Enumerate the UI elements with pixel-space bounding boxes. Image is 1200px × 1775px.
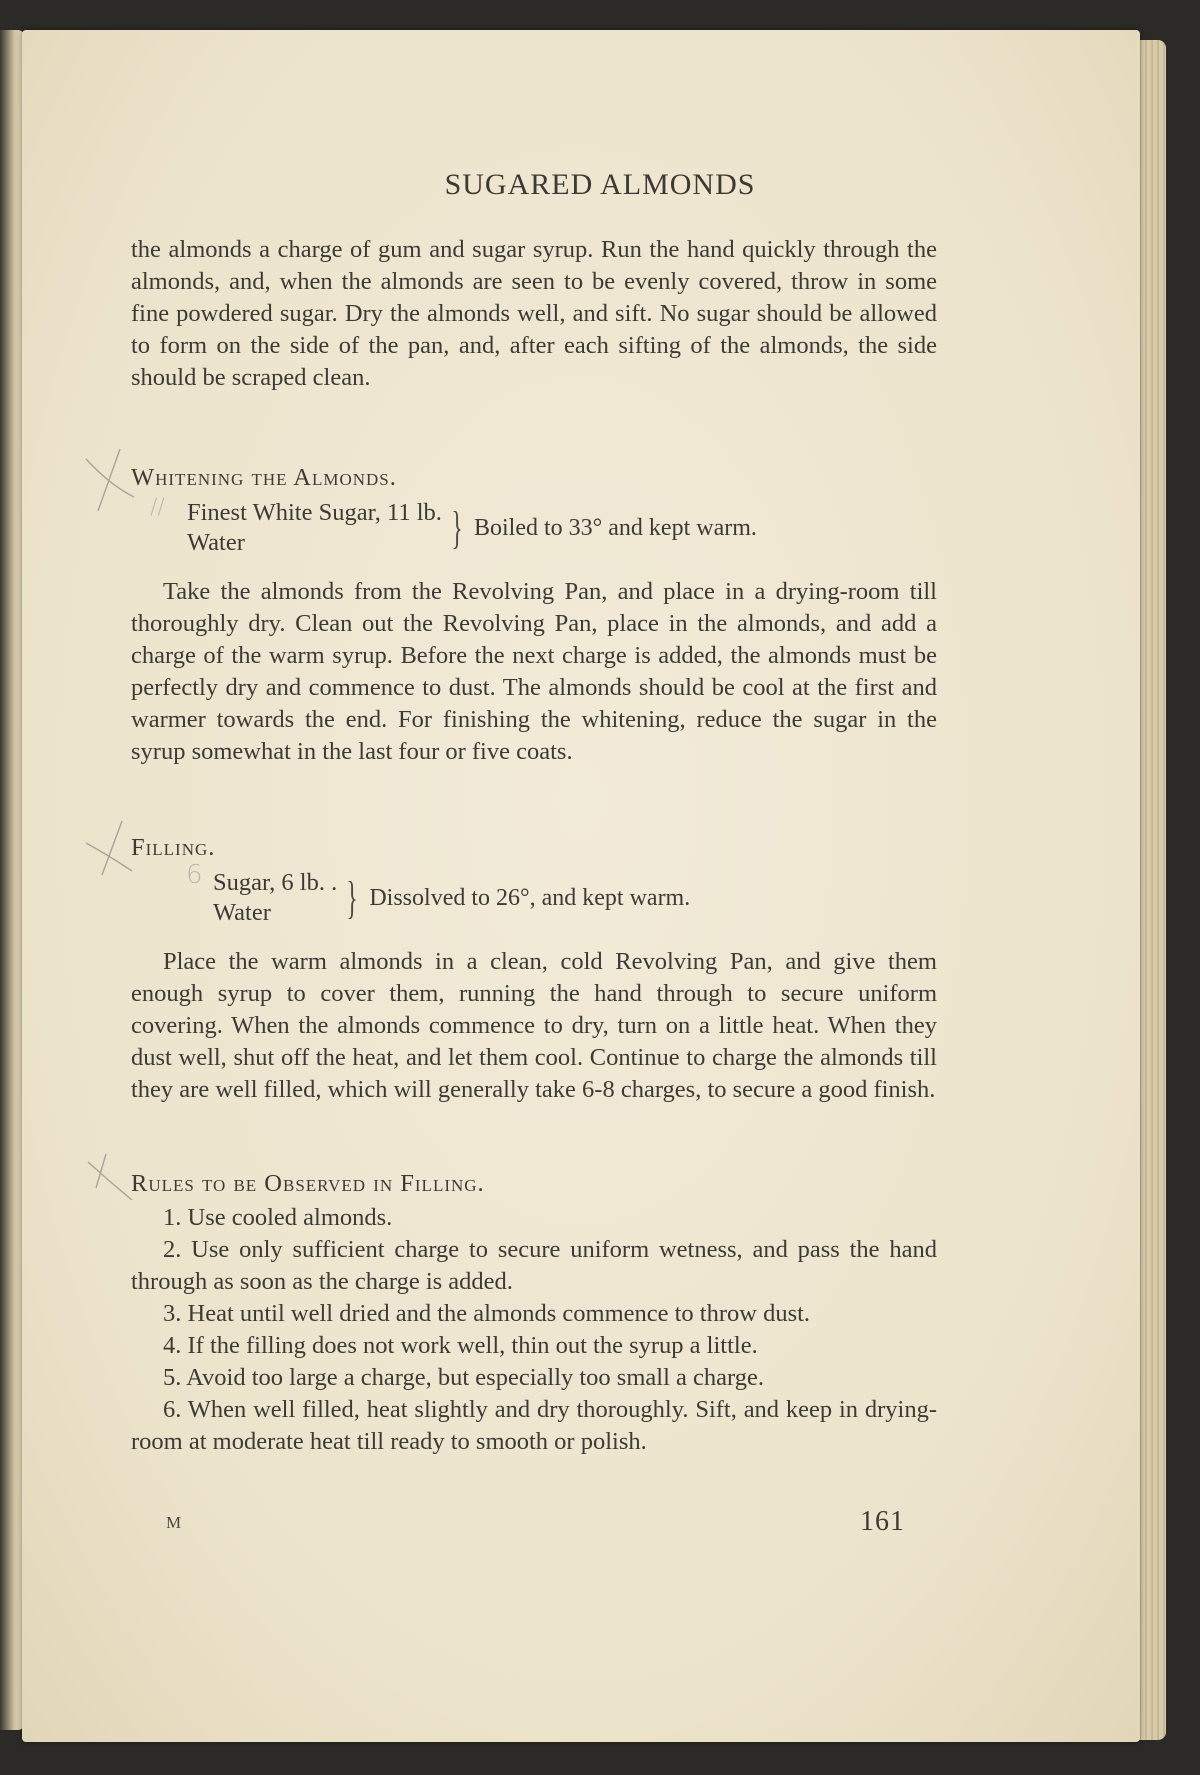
rule-item: 1. Use cooled almonds. [163,1204,393,1231]
intro-paragraph: the almonds a charge of gum and sugar syrup. Run the hand quickly through the almonds, and, when the almonds are seen to be evenly covered, throw in some fine powdered sugar. Dry the almonds well, and sift. No sugar should be allowed to form on the side of the pan, and, after each sifting of the almonds, the side should be scraped clean. [131,236,937,391]
filling-ingredient-sugar: Sugar, 6 lb. . [213,869,338,896]
signature-mark: M [166,1513,182,1532]
rules-list [131,1202,937,1458]
filling-paragraph: Place the warm almonds in a clean, cold Revolving Pan, and give them enough syrup to cover them, running the hand through to secure uniform covering. When the almonds commence to dry, turn on a little heat. When they dust well, shut off the heat, and let them cool. Continue to charge the almonds till they are well filled, which will generally take 6-8 charges, to secure a good finish. [131,948,937,1103]
filling-recipe [213,868,937,928]
whitening-ingredient-water: Water [187,529,245,556]
filling-instruction: Dissolved to 26°, and kept warm. [369,885,691,911]
rule-item: 3. Heat until well dried and the almonds commence to throw dust. [163,1300,811,1327]
filling-ingredients [213,868,337,928]
rule-item: 6. When well filled, heat slightly and dry thoroughly. Sift, and keep in drying-room at moderate heat till ready to smooth or polish. [131,1396,937,1455]
rules-section [131,1168,937,1458]
whitening-instruction: Boiled to 33° and kept warm. [474,515,757,541]
rules-heading: Rules to be Observed in Filling. [131,1170,485,1197]
intro-block [131,234,937,394]
brace-icon: } [346,872,358,923]
whitening-ingredients [187,498,442,558]
rule-item: 5. Avoid too large a charge, but especially too small a charge. [163,1364,764,1391]
filling-ingredient-water: Water [213,899,271,926]
brace-icon: } [451,502,463,553]
left-page-edge [0,30,24,1730]
page-number: 161 [860,1506,905,1537]
filling-section [131,832,937,1106]
whitening-paragraph: Take the almonds from the Revolving Pan, and place in a drying-room till thoroughly dry. Clean out the Revolving Pan, place in the almonds, and add a charge of the warm syrup. Before the next charge is added, the almonds must be perfectly dry and commence to dust. The almonds should be cool at the first and warmer towards the end. For finishing the whitening, reduce the sugar in the syrup somewhat in the last four or five coats. [131,578,937,765]
pencil-mark-2: 6 [186,860,203,890]
filling-heading: Filling. [131,834,216,861]
pencil-mark-1: // [150,495,165,520]
rule-item: 4. If the filling does not work well, thin out the syrup a little. [163,1332,758,1359]
rule-item: 2. Use only sufficient charge to secure uniform wetness, and pass the hand through as soon as the charge is added. [131,1236,937,1295]
whitening-ingredient-sugar: Finest White Sugar, 11 lb. [187,499,442,526]
whitening-section [131,462,937,768]
running-head: SUGARED ALMONDS [444,168,756,201]
whitening-heading: Whitening the Almonds. [131,464,397,491]
whitening-recipe [187,498,937,558]
